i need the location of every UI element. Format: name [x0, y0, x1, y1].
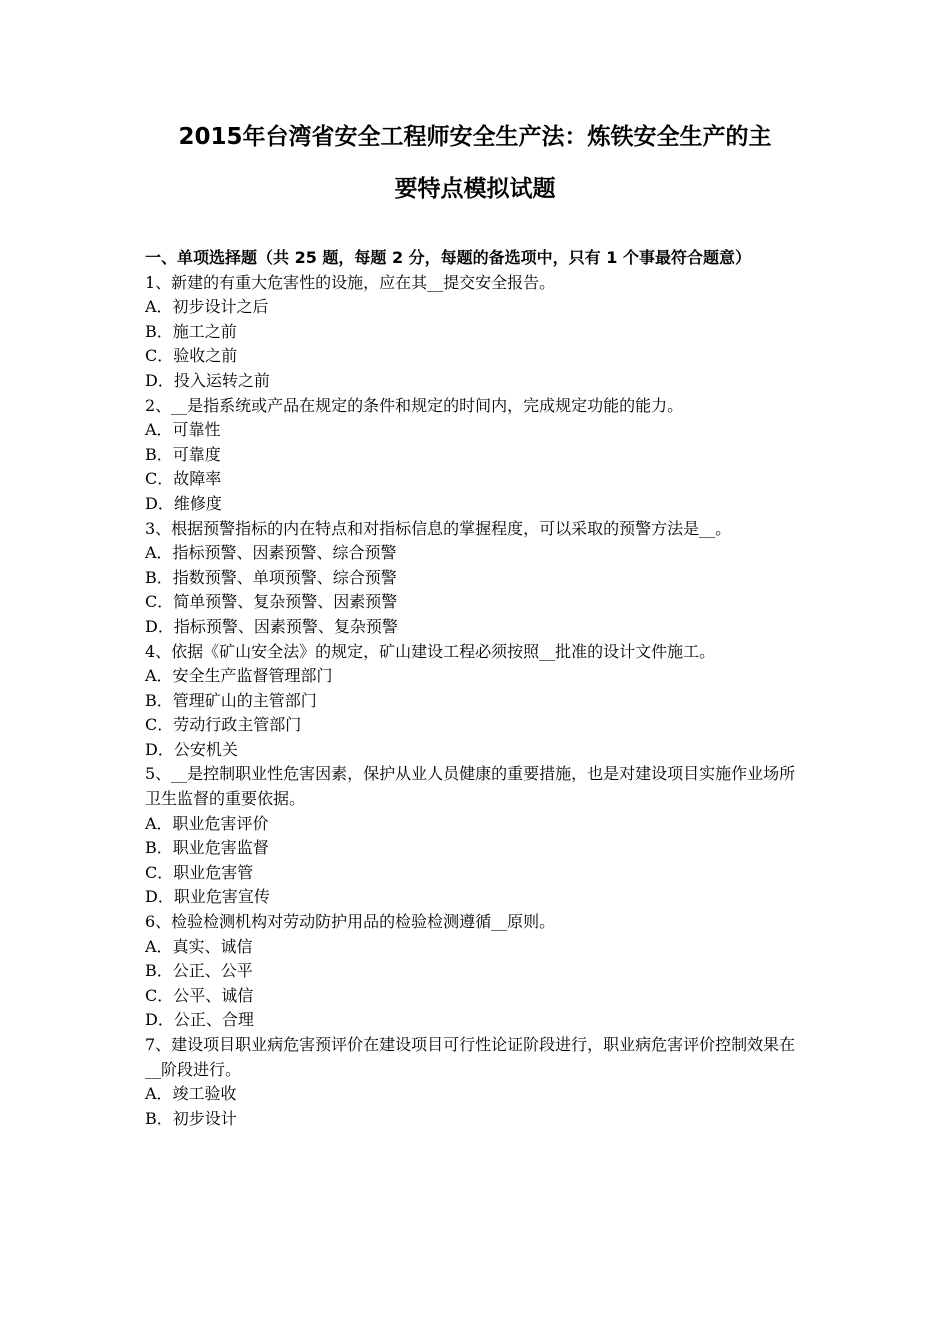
option-c: C．简单预警、复杂预警、因素预警: [145, 592, 398, 612]
option-d: D．公正、合理: [145, 1010, 254, 1030]
question-stem: 2、__是指系统或产品在规定的条件和规定的时间内，完成规定功能的能力。: [145, 395, 684, 415]
question-4: [145, 640, 810, 763]
option-a: A．安全生产监督管理部门: [145, 666, 333, 686]
question-5: [145, 762, 810, 910]
question-stem: 7、建设项目职业病危害预评价在建设项目可行性论证阶段进行，职业病危害评价控制效果在__阶段进行。: [145, 1035, 796, 1079]
option-a: A．竣工验收: [145, 1084, 237, 1104]
option-b: B．职业危害监督: [145, 838, 269, 858]
option-b: B．公正、公平: [145, 961, 253, 981]
document-body: [145, 246, 810, 1131]
question-stem: 3、根据预警指标的内在特点和对指标信息的掌握程度，可以采取的预警方法是__。: [145, 518, 732, 538]
option-c: C．故障率: [145, 469, 222, 489]
option-b: B．初步设计: [145, 1108, 237, 1128]
option-a: A．真实、诚信: [145, 936, 253, 956]
option-c: C．公平、诚信: [145, 985, 254, 1005]
question-stem: 6、检验检测机构对劳动防护用品的检验检测遵循__原则。: [145, 912, 556, 932]
section-heading: 一、单项选择题（共 25 题，每题 2 分，每题的备选项中，只有 1 个事最符合题意）: [145, 248, 751, 267]
question-7: [145, 1033, 810, 1131]
question-stem: 4、依据《矿山安全法》的规定，矿山建设工程必须按照__批准的设计文件施工。: [145, 641, 716, 661]
option-a: A．指标预警、因素预警、综合预警: [145, 543, 397, 563]
option-a: A．可靠性: [145, 420, 221, 440]
option-b: B．指数预警、单项预警、综合预警: [145, 567, 397, 587]
option-c: C．验收之前: [145, 346, 238, 366]
option-d: D．公安机关: [145, 739, 238, 759]
document-title-line-2: 要特点模拟试题: [394, 176, 556, 202]
option-c: C．职业危害管: [145, 862, 254, 882]
option-b: B．施工之前: [145, 321, 237, 341]
option-b: B．管理矿山的主管部门: [145, 690, 317, 710]
question-1: [145, 271, 810, 394]
option-b: B．可靠度: [145, 444, 221, 464]
option-d: D．维修度: [145, 493, 222, 513]
option-a: A．职业危害评价: [145, 813, 269, 833]
question-stem: 5、__是控制职业性危害因素，保护从业人员健康的重要措施，也是对建设项目实施作业场所卫生监督的重要依据。: [145, 764, 796, 809]
question-6: [145, 910, 810, 1033]
option-d: D．指标预警、因素预警、复杂预警: [145, 616, 398, 636]
question-3: [145, 517, 810, 640]
option-c: C．劳动行政主管部门: [145, 715, 302, 735]
option-a: A．初步设计之后: [145, 297, 269, 317]
document-title-line-1: 2015年台湾省安全工程师安全生产法：炼铁安全生产的主: [178, 124, 772, 150]
question-2: [145, 394, 810, 517]
question-stem: 1、新建的有重大危害性的设施，应在其__提交安全报告。: [145, 272, 556, 292]
option-d: D．投入运转之前: [145, 370, 270, 390]
option-d: D．职业危害宣传: [145, 887, 270, 907]
